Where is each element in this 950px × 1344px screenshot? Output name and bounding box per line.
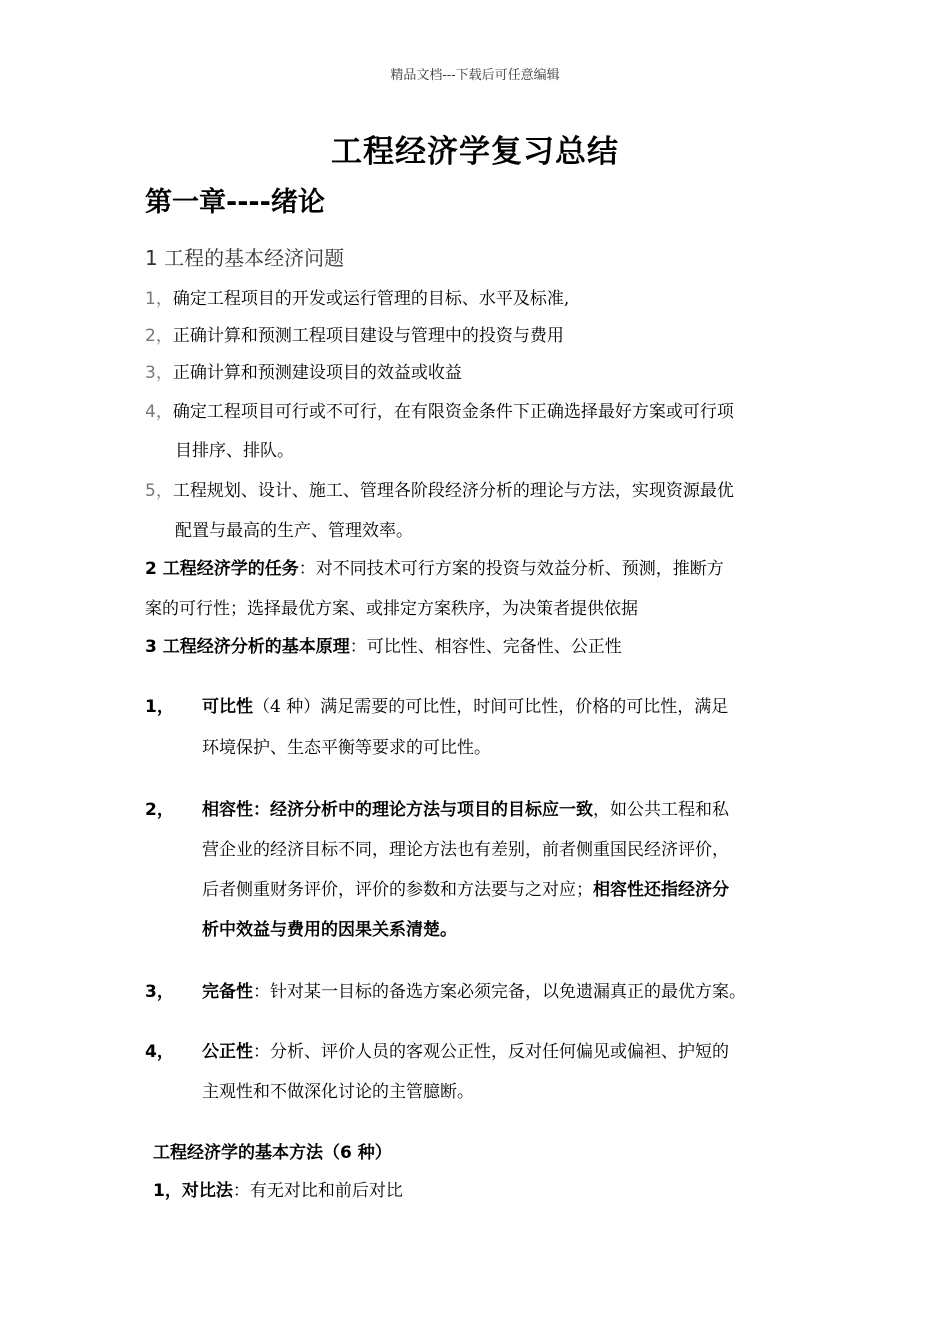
list-item-continuation: 配置与最高的生产、管理效率。 [175,521,413,541]
list-item: 1，确定工程项目的开发或运行管理的目标、水平及标准, [145,289,570,309]
page-header: 精品文档---下载后可任意编辑 [390,68,560,83]
methods-heading: 工程经济学的基本方法（6 种） [153,1143,392,1163]
principle-line: 相容性：经济分析中的理论方法与项目的目标应一致，如公共工程和私 [202,800,729,820]
principle-line: 公正性：分析、评价人员的客观公正性，反对任何偏见或偏袒、护短的 [202,1042,729,1062]
list-item-continuation: 目排序、排队。 [175,441,294,461]
section1-heading: 1 工程的基本经济问题 [145,246,345,270]
principle-number: 1， [145,697,174,717]
list-item: 5，工程规划、设计、施工、管理各阶段经济分析的理论与方法，实现资源最优 [145,481,734,501]
list-item: 3，正确计算和预测建设项目的效益或收益 [145,363,462,383]
document-title: 工程经济学复习总结 [331,134,619,170]
principle-number: 2， [145,800,174,820]
section2-paragraph: 2 工程经济学的任务：对不同技术可行方案的投资与效益分析、预测，推断方 [145,559,724,579]
method-item: 1，对比法：有无对比和前后对比 [153,1181,403,1201]
list-item: 2，正确计算和预测工程项目建设与管理中的投资与费用 [145,326,564,346]
principle-line: 主观性和不做深化讨论的主管臆断。 [202,1082,474,1102]
principle-number: 4， [145,1042,174,1062]
section3-paragraph: 3 工程经济分析的基本原理：可比性、相容性、完备性、公正性 [145,637,622,657]
principle-line: 营企业的经济目标不同，理论方法也有差别，前者侧重国民经济评价， [202,840,729,860]
principle-line: 后者侧重财务评价，评价的参数和方法要与之对应；相容性还指经济分 [202,880,729,900]
principle-line: 析中效益与费用的因果关系清楚。 [202,920,457,940]
list-item: 4，确定工程项目可行或不可行，在有限资金条件下正确选择最好方案或可行项 [145,402,734,422]
principle-line: 可比性（4 种）满足需要的可比性，时间可比性，价格的可比性，满足 [202,697,729,717]
principle-number: 3， [145,982,174,1002]
chapter-heading: 第一章----绪论 [145,187,325,218]
principle-line: 完备性：针对某一目标的备选方案必须完备，以免遗漏真正的最优方案。 [202,982,746,1002]
section2-continuation: 案的可行性；选择最优方案、或排定方案秩序，为决策者提供依据 [145,599,638,619]
principle-line: 环境保护、生态平衡等要求的可比性。 [202,738,491,758]
